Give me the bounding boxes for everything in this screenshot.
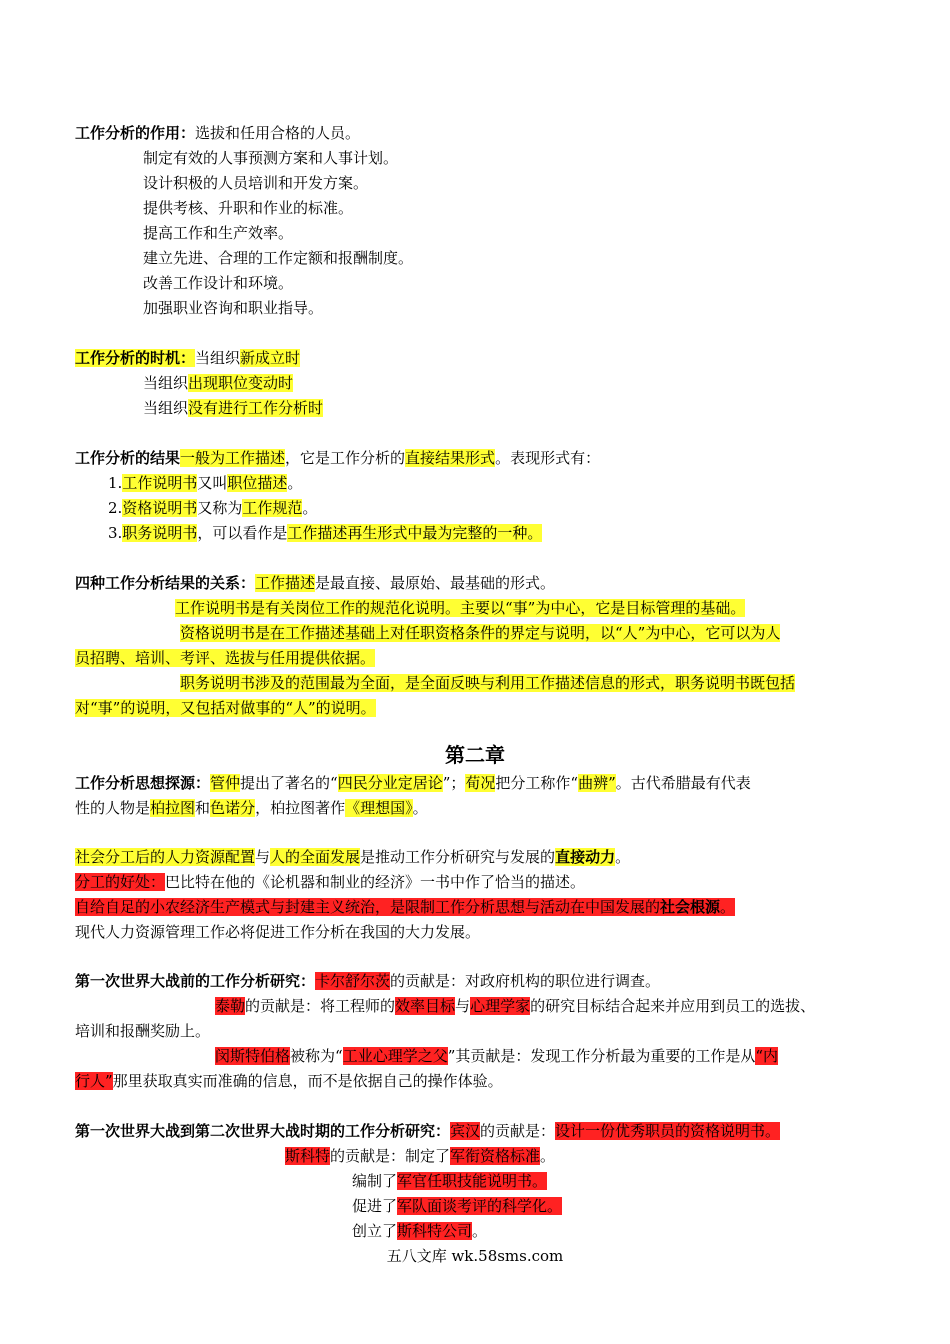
heading-role: 工作分析的作用： <box>75 124 196 142</box>
s3-item-2: 2.资格说明书又称为工作规范。 <box>108 499 318 517</box>
s4-p3-line-1: 职务说明书涉及的范围最为全面，是全面反映与利用工作描述信息的形式，职务说明书既包括 <box>180 674 796 692</box>
s1-item: 制定有效的人事预测方案和人事计划。 <box>143 149 399 167</box>
heading-origin: 工作分析思想探源： <box>75 774 211 792</box>
s6-line-3: 自给自足的小农经济生产模式与封建主义统治，是限制工作分析思想与活动在中国发展的社会根源。 <box>75 898 736 916</box>
s1-item: 提供考核、升职和作业的标准。 <box>143 199 354 217</box>
s8-item: 编制了军官任职技能说明书。 <box>352 1172 548 1190</box>
heading-relations: 四种工作分析结果的关系： <box>75 574 256 592</box>
s8-scott-line: 斯科特的贡献是：制定了军衔资格标准。 <box>285 1147 556 1165</box>
chapter-title: 第二章 <box>445 743 505 767</box>
s6-line-1: 社会分工后的人力资源配置与人的全面发展是推动工作分析研究与发展的直接动力。 <box>75 848 631 866</box>
heading-timing: 工作分析的时机： <box>75 349 196 367</box>
footer-watermark: 五八文库 wk.58sms.com <box>386 1247 564 1265</box>
s3-item-1: 1.工作说明书又叫职位描述。 <box>108 474 303 492</box>
s4-p2-line-2: 员招聘、培训、考评、选拔与任用提供依据。 <box>75 649 376 667</box>
s2-line-3: 当组织没有进行工作分析时 <box>143 399 324 417</box>
s1-line-1: 工作分析的作用：选拔和任用合格的人员。 <box>75 124 361 142</box>
heading-result: 工作分析的结果 <box>75 449 181 467</box>
s5-line-1: 工作分析思想探源：管仲提出了著名的“四民分业定居论”；荀况把分工称作“曲辨”。古代希腊最有代表 <box>75 774 751 792</box>
s1-item: 设计积极的人员培训和开发方案。 <box>143 174 369 192</box>
s1-item: 加强职业咨询和职业指导。 <box>143 299 324 317</box>
s2-line-2: 当组织出现职位变动时 <box>143 374 294 392</box>
s6-line-4: 现代人力资源管理工作必将促进工作分析在我国的大力发展。 <box>75 923 481 941</box>
s7-line-1: 第一次世界大战前的工作分析研究：卡尔舒尔茨的贡献是：对政府机构的职位进行调查。 <box>75 972 661 990</box>
s7-munsterberg-line-2: 行人”那里获取真实而准确的信息，而不是依据自己的操作体验。 <box>75 1072 503 1090</box>
s3-line-1: 工作分析的结果一般为工作描述，它是工作分析的直接结果形式。表现形式有： <box>75 449 601 467</box>
s5-line-2: 性的人物是柏拉图和色诺分，柏拉图著作《理想国》。 <box>75 799 428 817</box>
heading-ww1-ww2: 第一次世界大战到第二次世界大战时期的工作分析研究： <box>75 1122 451 1140</box>
s1-item: 提高工作和生产效率。 <box>143 224 294 242</box>
s7-taylor-line-2: 培训和报酬奖励上。 <box>75 1022 211 1040</box>
heading-pre-ww1: 第一次世界大战前的工作分析研究： <box>75 972 316 990</box>
s6-line-2: 分工的好处：巴比特在他的《论机器和制业的经济》一书中作了恰当的描述。 <box>75 873 586 891</box>
s1-item: 建立先进、合理的工作定额和报酬制度。 <box>143 249 414 267</box>
s8-item: 促进了军队面谈考评的科学化。 <box>352 1197 563 1215</box>
s8-line-1: 第一次世界大战到第二次世界大战时期的工作分析研究：宾汉的贡献是：设计一份优秀职员的资格说明书。 <box>75 1122 781 1140</box>
s4-line-1: 四种工作分析结果的关系：工作描述是最直接、最原始、最基础的形式。 <box>75 574 556 592</box>
s7-munsterberg-line-1: 闵斯特伯格被称为“工业心理学之父”其贡献是：发现工作分析最为重要的工作是从“内 <box>215 1047 779 1065</box>
s7-taylor-line-1: 泰勒的贡献是：将工程师的效率目标与心理学家的研究目标结合起来并应用到员工的选拔、 <box>215 997 816 1015</box>
s4-p3-line-2: 对“事”的说明，又包括对做事的“人”的说明。 <box>75 699 376 717</box>
s8-item: 创立了斯科特公司。 <box>352 1222 488 1240</box>
s1-item: 改善工作设计和环境。 <box>143 274 294 292</box>
s2-line-1: 工作分析的时机：当组织新成立时 <box>75 349 301 367</box>
s4-p1: 工作说明书是有关岗位工作的规范化说明。主要以“事”为中心，它是目标管理的基础。 <box>175 599 746 617</box>
s4-p2-line-1: 资格说明书是在工作描述基础上对任职资格条件的界定与说明，以“人”为中心，它可以为人 <box>180 624 781 642</box>
s3-item-3: 3.职务说明书，可以看作是工作描述再生形式中最为完整的一种。 <box>108 524 543 542</box>
